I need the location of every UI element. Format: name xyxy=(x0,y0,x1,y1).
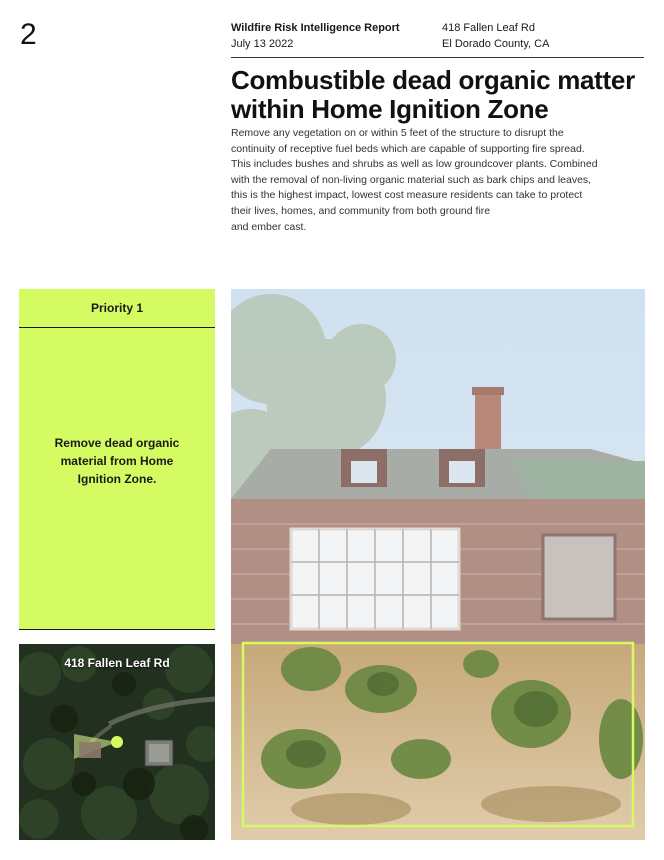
description-line: continuity of receptive fuel beds which are capable of supporting fire spread. xyxy=(231,142,585,155)
property-photo xyxy=(231,289,645,840)
priority-action-line-2: material from Home xyxy=(60,454,174,468)
priority-action-line-1: Remove dead organic xyxy=(54,436,180,450)
description-line: This includes bushes and shrubs as well as low groundcover plants. Combined xyxy=(231,158,598,171)
aerial-map xyxy=(19,644,215,840)
address-line-1: 418 Fallen Leaf Rd xyxy=(442,22,535,34)
header-divider xyxy=(231,57,644,58)
description-line: this is the highest impact, lowest cost measure residents can take to protect xyxy=(231,189,583,202)
page-number: 2 xyxy=(20,18,37,51)
section-title xyxy=(231,66,651,124)
report-title: Wildfire Risk Intelligence Report xyxy=(231,22,400,34)
priority-action xyxy=(33,434,201,488)
description-line: Remove any vegetation on or within 5 feet of the structure to disrupt the xyxy=(231,127,564,139)
aerial-imagery xyxy=(19,644,215,840)
house-photo xyxy=(231,289,645,840)
priority-label: Priority 1 xyxy=(19,289,215,328)
description-line: and ember cast. xyxy=(231,220,307,233)
location-marker xyxy=(111,736,123,748)
address-line-2: El Dorado County, CA xyxy=(442,38,550,50)
priority-card xyxy=(19,289,215,630)
report-header xyxy=(231,20,400,52)
section-description xyxy=(231,126,646,235)
map-address-label: 418 Fallen Leaf Rd xyxy=(64,656,170,670)
title-line-1: Combustible dead organic matter xyxy=(231,65,635,95)
description-line: with the removal of non-living organic material such as bark chips and leaves, xyxy=(231,173,592,186)
description-line: their lives, homes, and community from both ground fire xyxy=(231,204,491,217)
report-date: July 13 2022 xyxy=(231,38,294,50)
priority-action-line-3: Ignition Zone. xyxy=(77,472,157,486)
property-address xyxy=(442,20,549,52)
title-line-2: within Home Ignition Zone xyxy=(231,94,549,124)
